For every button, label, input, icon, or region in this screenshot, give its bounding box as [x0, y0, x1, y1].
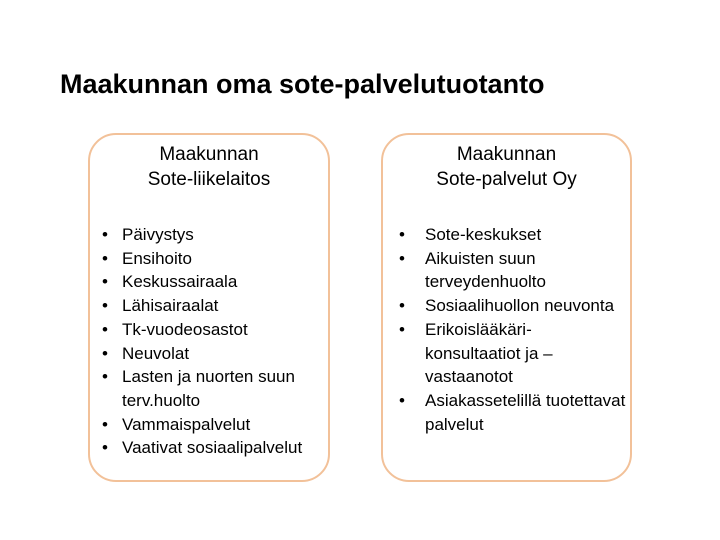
liikelaitos-heading-line2: Sote-liikelaitos	[147, 169, 271, 190]
slide-title: Maakunnan oma sote-palvelutuotanto	[60, 69, 545, 99]
list-item: • Ensihoito	[100, 247, 305, 271]
list-item: • Keskussairaala	[100, 270, 305, 294]
list-item: • Asiakassetelillä tuotettavat palvelut	[397, 389, 627, 436]
palvelut-oy-heading-line2: Sote-palvelut Oy	[436, 169, 577, 190]
liikelaitos-heading-line1: Maakunnan	[159, 144, 259, 165]
list-item: • Sote-keskukset	[397, 223, 627, 247]
list-item: • Lähisairaalat	[100, 294, 305, 318]
list-item: • Neuvolat	[100, 342, 305, 366]
list-item: • Lasten ja nuorten suun terv.huolto	[100, 365, 305, 412]
list-item: • Vaativat sosiaalipalvelut	[100, 436, 305, 460]
list-item: • Aikuisten suun terveydenhuolto	[397, 247, 627, 294]
palvelut-oy-heading-line1: Maakunnan	[456, 144, 557, 165]
liikelaitos-heading	[88, 142, 330, 192]
list-item: • Erikoislääkäri-konsultaatiot ja –vastaanotot	[397, 318, 627, 389]
liikelaitos-service-list	[100, 223, 305, 460]
list-item: • Vammaispalvelut	[100, 413, 305, 437]
list-item: • Tk-vuodeosastot	[100, 318, 305, 342]
palvelut-oy-heading	[381, 142, 632, 192]
list-item: • Sosiaalihuollon neuvonta	[397, 294, 627, 318]
palvelut-oy-service-list	[397, 223, 627, 436]
list-item: • Päivystys	[100, 223, 305, 247]
